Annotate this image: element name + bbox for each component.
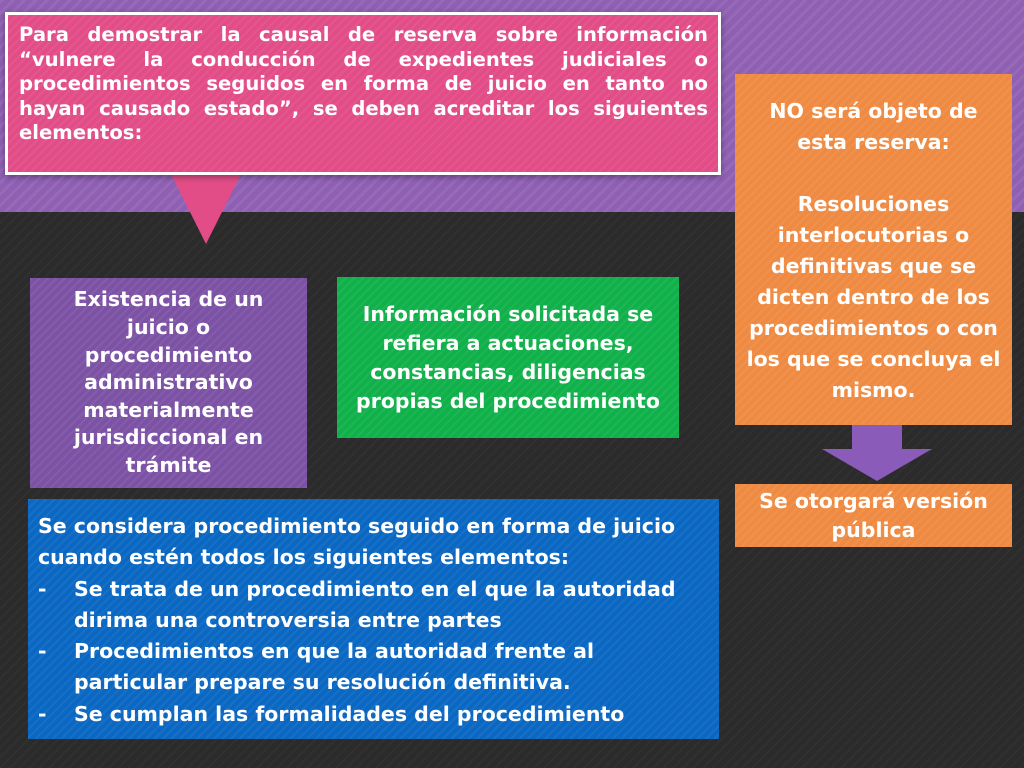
information-requirement-box	[337, 277, 679, 438]
public-version-text: Se otorgará versión pública	[759, 488, 988, 542]
list-item-text: Se cumplan las formalidades del procedimiento	[74, 701, 625, 726]
list-item	[38, 636, 709, 699]
criteria-lead: Se considera procedimiento seguido en forma de juicio cuando estén todos los siguientes elementos:	[38, 514, 676, 570]
not-reserved-box	[735, 74, 1012, 425]
bullet-dash: -	[38, 576, 47, 601]
intro-callout	[5, 12, 721, 175]
down-arrow-icon	[822, 425, 932, 481]
existence-requirement-box	[30, 278, 307, 488]
information-text: Información solicitada se refiera a actuaciones, constancias, diligencias propias del procedimiento	[356, 301, 660, 413]
list-item	[38, 699, 709, 730]
criteria-box	[28, 499, 719, 739]
existence-text: Existencia de un juicio o procedimiento administrativo materialmente jurisdiccional en trámite	[73, 287, 264, 477]
bullet-dash: -	[38, 639, 47, 664]
not-reserved-heading: NO será objeto de esta reserva:	[769, 99, 978, 154]
public-version-box	[735, 484, 1012, 547]
criteria-list	[38, 574, 709, 730]
list-item-text: Se trata de un procedimiento en el que la autoridad dirima una controversia entre partes	[74, 576, 676, 632]
intro-text: Para demostrar la causal de reserva sobre información “vulnere la conducción de expedientes judiciales o procedimientos seguidos en forma de juicio en tanto no hayan causado estado”, se deben acreditar los siguientes elementos:	[19, 23, 708, 144]
bullet-dash: -	[38, 701, 47, 726]
callout-pointer	[170, 172, 242, 244]
list-item	[38, 574, 709, 637]
list-item-text: Procedimientos en que la autoridad frente al particular prepare su resolución definitiva.	[74, 639, 595, 695]
not-reserved-body: Resoluciones interlocutorias o definitivas que se dicten dentro de los procedimientos o con los que se concluya el mismo.	[746, 192, 1001, 402]
